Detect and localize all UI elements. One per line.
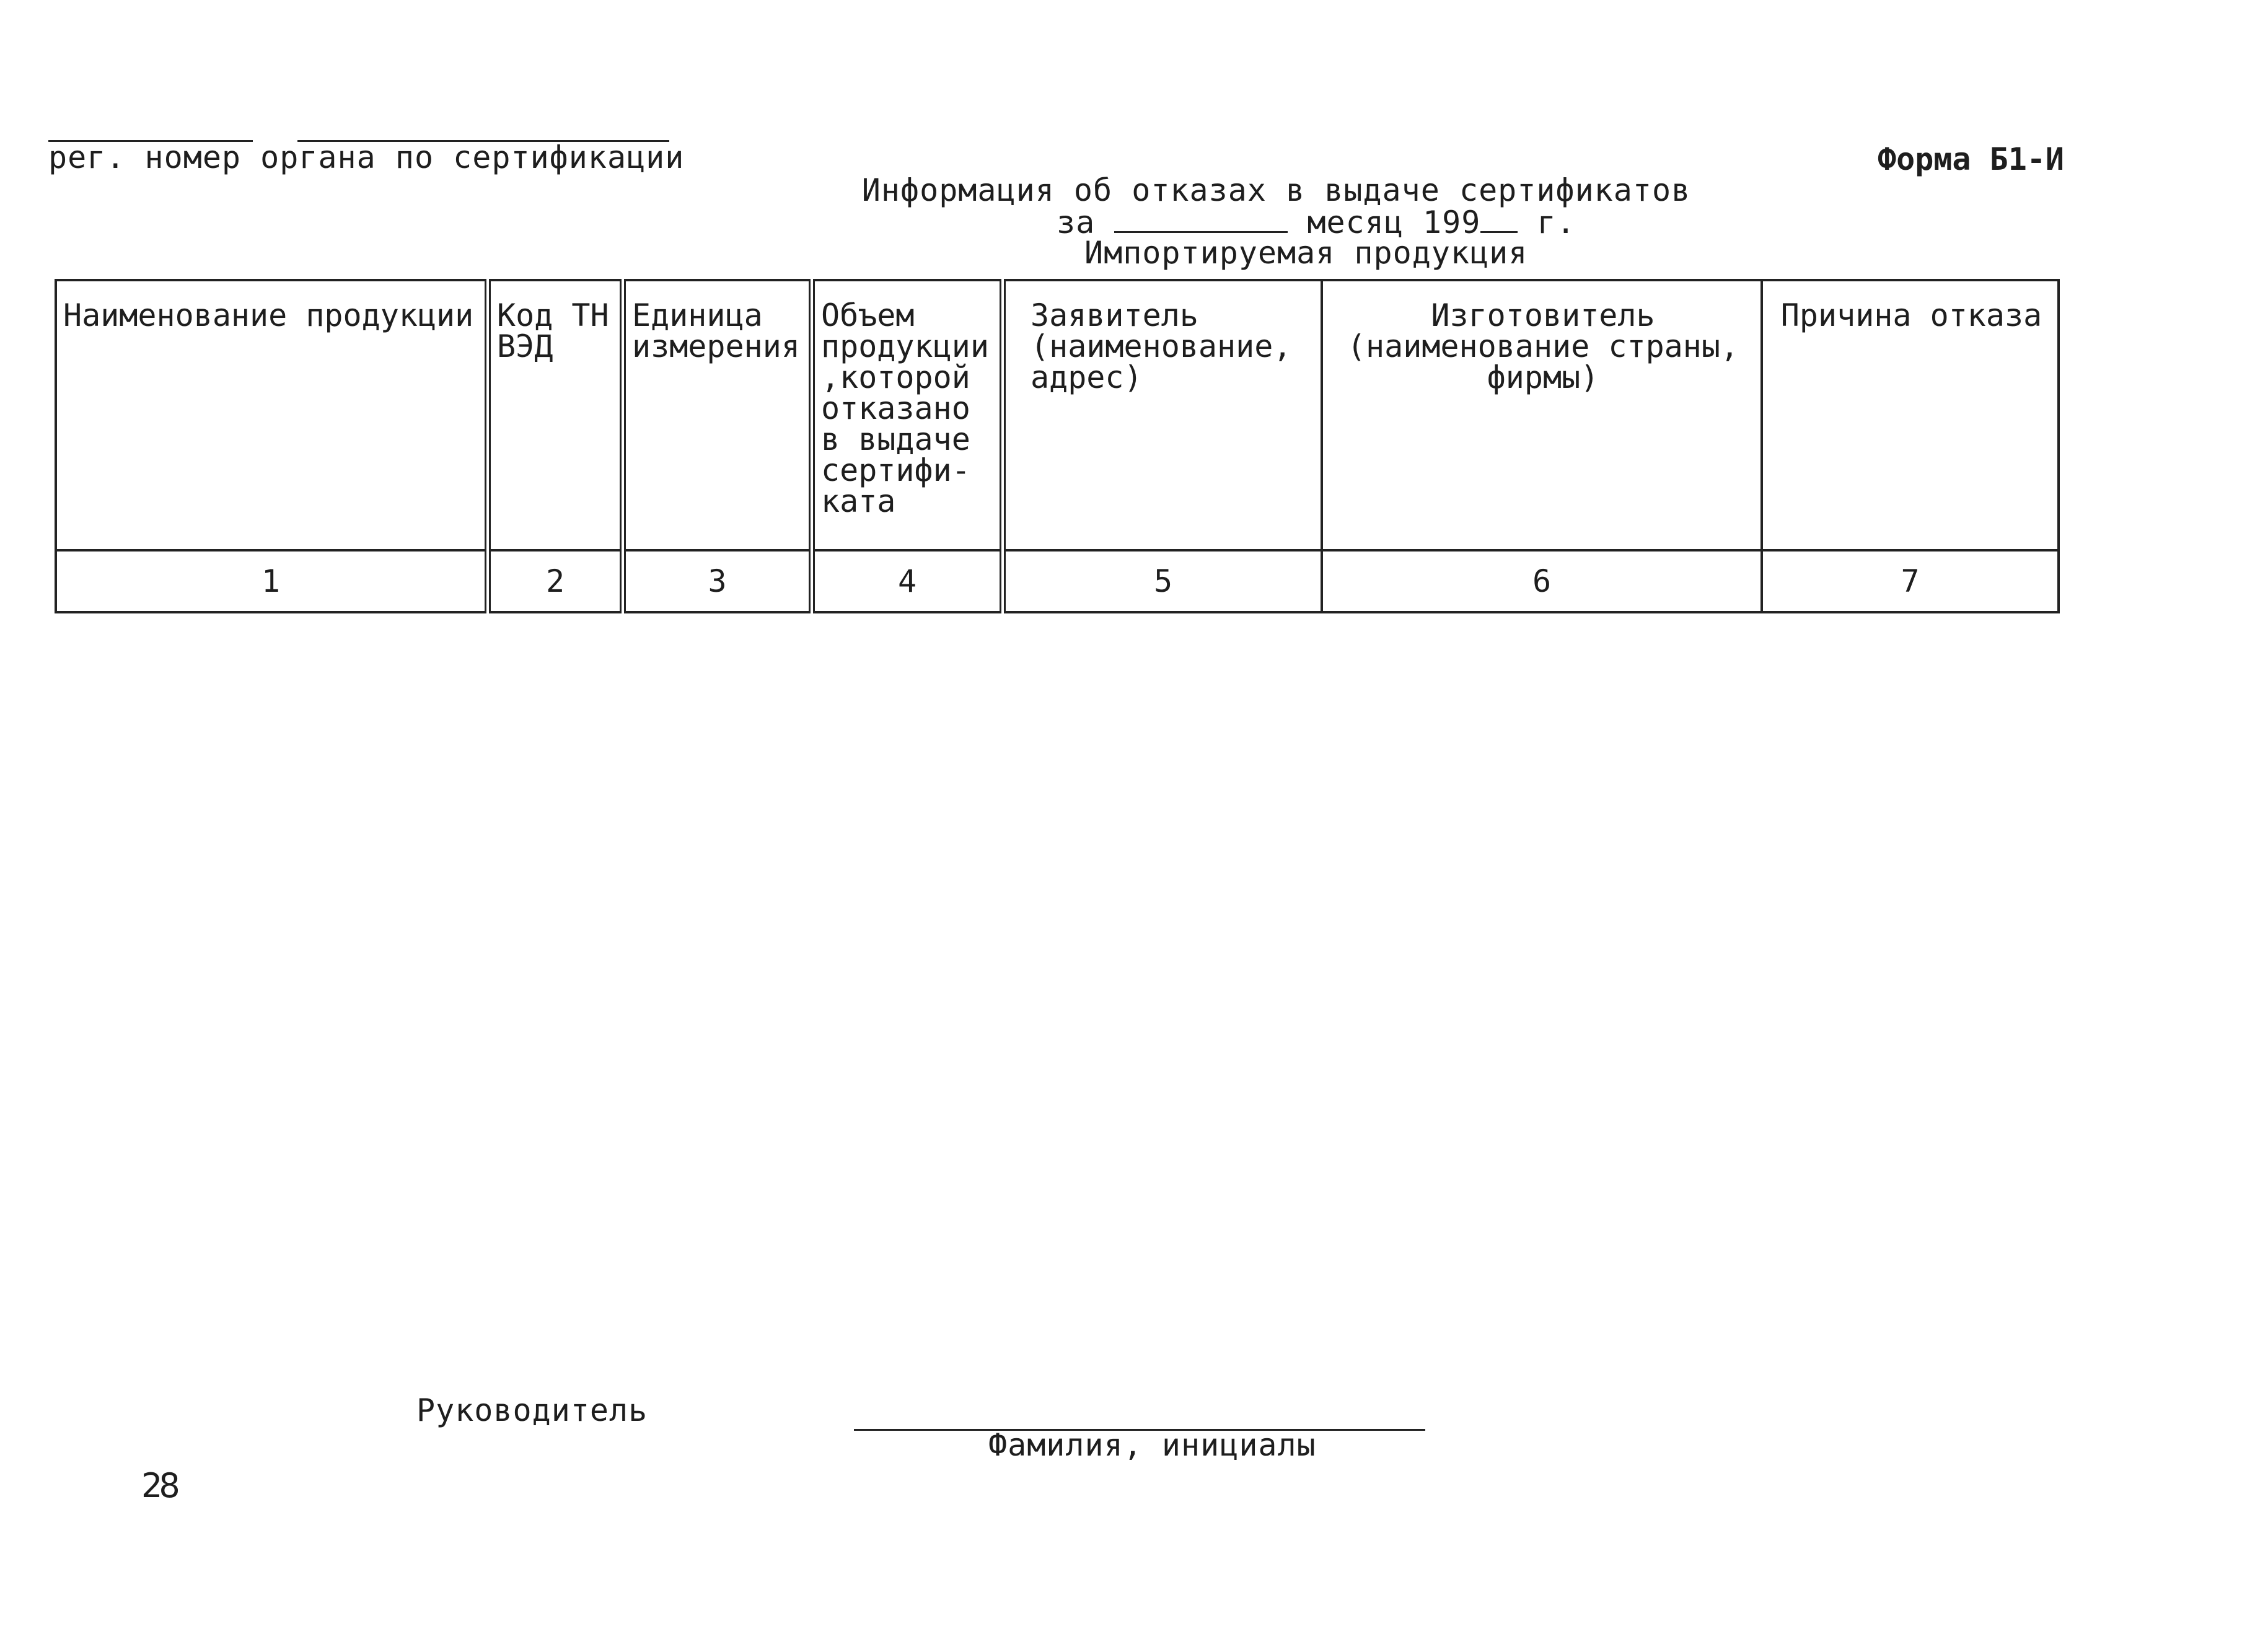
- col-number-7: 7: [1762, 550, 2059, 612]
- col-header-volume: Объем продукции ,которой отказано в выдаче сертифи- ката: [812, 280, 1003, 550]
- document-title: Информация об отказах в выдаче сертификатов: [861, 172, 1691, 208]
- col-number-1: 1: [56, 550, 488, 612]
- table-header-row: [56, 280, 2059, 550]
- col-header-applicant: Заявитель (наименование, адрес): [1003, 280, 1322, 550]
- table-row: [56, 550, 2059, 612]
- col-number-4: 4: [812, 550, 1003, 612]
- form-code: Форма Б1-И: [1878, 141, 2065, 177]
- reg-number-label: рег. номер органа по сертификации: [48, 139, 685, 175]
- col-header-refusal-reason: Причина отказа: [1762, 280, 2059, 550]
- year-blank[interactable]: [1480, 225, 1518, 233]
- document-subtitle: Импортируемая продукция: [1084, 235, 1528, 271]
- month-blank[interactable]: [1114, 225, 1288, 233]
- period-prefix: за: [1057, 204, 1096, 240]
- col-header-manufacturer: Изготовитель (наименование страны, фирмы): [1322, 280, 1762, 550]
- period-year-suffix: г.: [1537, 204, 1576, 240]
- signature-role-label: Руководитель: [416, 1392, 648, 1428]
- col-header-product-name: Наименование продукции: [56, 280, 488, 550]
- col-number-3: 3: [623, 550, 812, 612]
- col-header-unit: Единица измерения: [623, 280, 812, 550]
- signature-caption: Фамилия, инициалы: [988, 1427, 1316, 1463]
- page-number: 28: [141, 1466, 177, 1505]
- col-number-2: 2: [488, 550, 623, 612]
- col-header-tn-ved-code: Код ТН ВЭД: [488, 280, 623, 550]
- col-number-6: 6: [1322, 550, 1762, 612]
- period-month: месяц 199: [1307, 204, 1481, 240]
- period-line: [1057, 206, 1576, 239]
- refusals-table: [55, 279, 2060, 613]
- col-number-5: 5: [1003, 550, 1322, 612]
